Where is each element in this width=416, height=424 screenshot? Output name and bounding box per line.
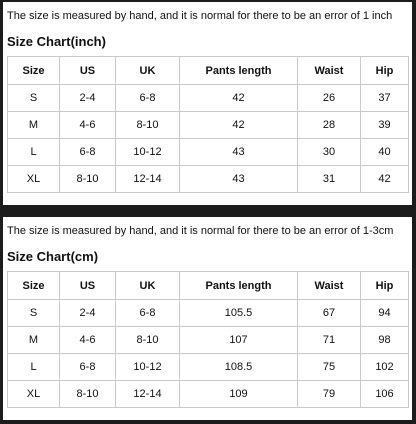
table-row: [8, 85, 409, 112]
table-cell: XL: [8, 381, 60, 408]
chart-title: Size Chart(cm): [7, 249, 99, 264]
table-row: [8, 327, 409, 354]
table-cell: 75: [298, 354, 361, 381]
header-cell: UK: [116, 57, 180, 85]
chart-title: Size Chart(inch): [7, 34, 106, 49]
header-cell: Size: [8, 57, 60, 85]
table-cell: 108.5: [180, 354, 298, 381]
table-cell: 30: [298, 139, 361, 166]
table-cell: 102: [361, 354, 409, 381]
table-cell: 39: [361, 112, 409, 139]
header-cell: Size: [8, 272, 60, 300]
size-chart-inch-panel: [3, 2, 412, 205]
table-cell: M: [8, 327, 60, 354]
measurement-note: The size is measured by hand, and it is normal for there to be an error of 1-3cm: [7, 225, 394, 237]
table-cell: S: [8, 300, 60, 327]
table-cell: M: [8, 112, 60, 139]
table-cell: 67: [298, 300, 361, 327]
table-cell: 31: [298, 166, 361, 193]
header-cell: Waist: [298, 57, 361, 85]
table-cell: 10-12: [116, 139, 180, 166]
header-cell: Hip: [361, 272, 409, 300]
table-cell: 79: [298, 381, 361, 408]
table-row: [8, 139, 409, 166]
table-cell: 6-8: [60, 354, 116, 381]
header-cell: US: [60, 272, 116, 300]
table-cell: 28: [298, 112, 361, 139]
table-cell: 10-12: [116, 354, 180, 381]
table-cell: 8-10: [116, 327, 180, 354]
table-cell: 26: [298, 85, 361, 112]
table-cell: 98: [361, 327, 409, 354]
table-cell: 42: [180, 85, 298, 112]
table-cell: 94: [361, 300, 409, 327]
size-table-inch: [7, 56, 409, 193]
table-cell: 12-14: [116, 166, 180, 193]
table-cell: L: [8, 139, 60, 166]
table-cell: 6-8: [60, 139, 116, 166]
table-cell: L: [8, 354, 60, 381]
table-cell: XL: [8, 166, 60, 193]
header-cell: US: [60, 57, 116, 85]
table-cell: 105.5: [180, 300, 298, 327]
table-cell: 8-10: [60, 381, 116, 408]
table-cell: 37: [361, 85, 409, 112]
table-cell: S: [8, 85, 60, 112]
table-row: [8, 166, 409, 193]
table-cell: 109: [180, 381, 298, 408]
size-chart-cm-panel: [3, 217, 412, 420]
table-header-row: [8, 57, 409, 85]
table-cell: 8-10: [60, 166, 116, 193]
size-table-cm: [7, 271, 409, 408]
table-cell: 2-4: [60, 300, 116, 327]
header-cell: UK: [116, 272, 180, 300]
table-cell: 42: [180, 112, 298, 139]
table-cell: 8-10: [116, 112, 180, 139]
table-cell: 71: [298, 327, 361, 354]
measurement-note: The size is measured by hand, and it is normal for there to be an error of 1 inch: [7, 10, 393, 22]
table-cell: 12-14: [116, 381, 180, 408]
table-cell: 42: [361, 166, 409, 193]
table-header-row: [8, 272, 409, 300]
table-row: [8, 354, 409, 381]
table-cell: 6-8: [116, 85, 180, 112]
header-cell: Hip: [361, 57, 409, 85]
table-cell: 4-6: [60, 112, 116, 139]
table-cell: 6-8: [116, 300, 180, 327]
header-cell: Waist: [298, 272, 361, 300]
table-cell: 107: [180, 327, 298, 354]
table-cell: 43: [180, 166, 298, 193]
table-cell: 106: [361, 381, 409, 408]
header-cell: Pants length: [180, 57, 298, 85]
table-row: [8, 112, 409, 139]
header-cell: Pants length: [180, 272, 298, 300]
table-row: [8, 300, 409, 327]
table-cell: 40: [361, 139, 409, 166]
table-row: [8, 381, 409, 408]
table-cell: 4-6: [60, 327, 116, 354]
table-cell: 2-4: [60, 85, 116, 112]
table-cell: 43: [180, 139, 298, 166]
